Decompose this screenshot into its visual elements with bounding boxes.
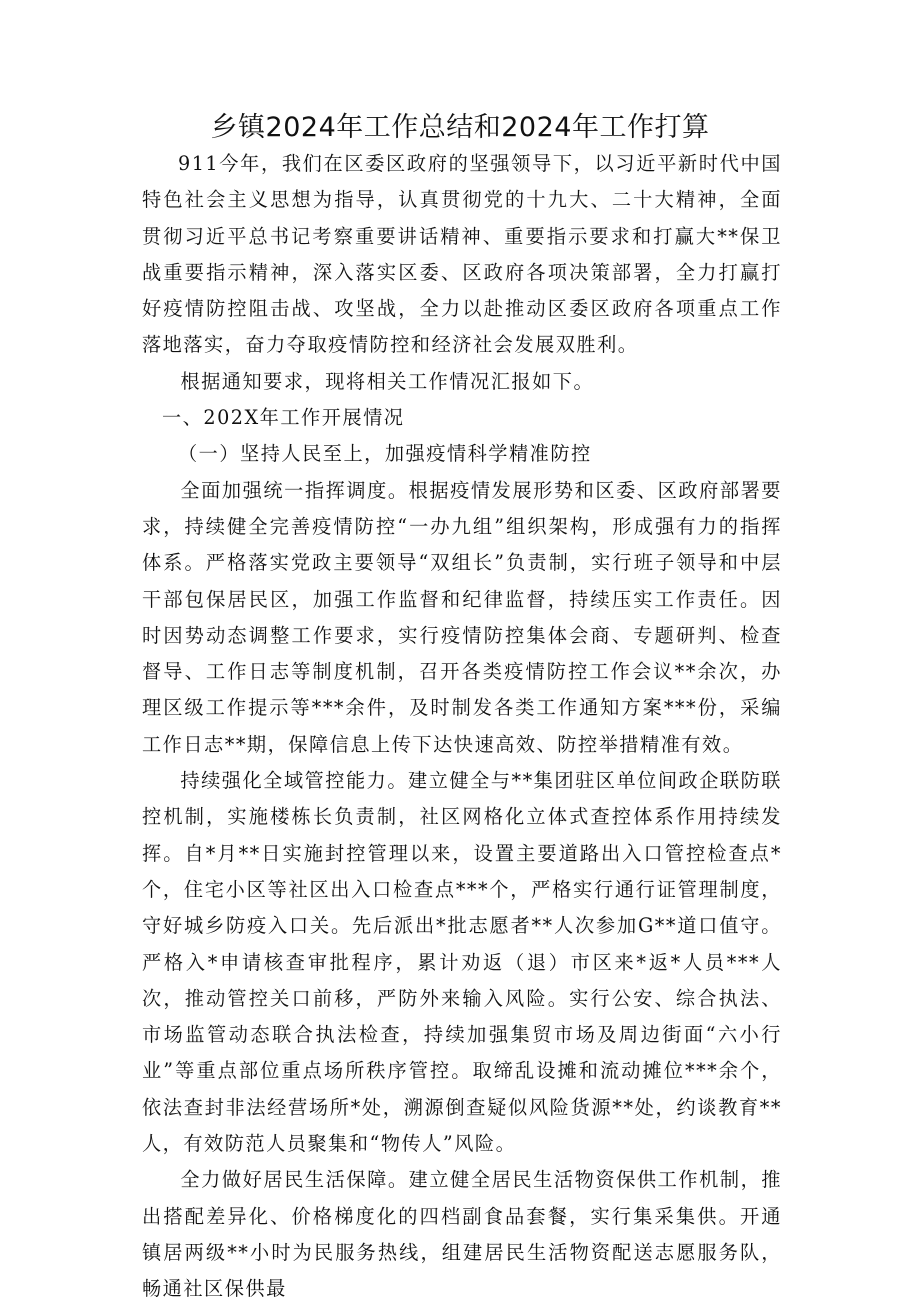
intro-paragraph: 911今年，我们在区委区政府的坚强领导下，以习近平新时代中国特色社会主义思想为指导，认真贯彻党的十九大、二十大精神，全面贯彻习近平总书记考察重要讲话精神、重要指示要求和打赢大**保卫战重要指示精神，深入落实区委、区政府各项决策部署，全力打赢打好疫情防控阻击战、攻坚战，全力以赴推动区委区政府各项重点工作落地落实，奋力夺取疫情防控和经济社会发展双胜利。 [142,152,782,357]
document-title: 乡镇2024年工作总结和2024年工作打算 [210,112,710,143]
section-heading: 一、202X年工作开展情况 [162,406,405,430]
report-intro-paragraph: 根据通知要求，现将相关工作情况汇报如下。 [180,369,595,393]
document-body [142,146,782,1308]
living-supply-paragraph: 全力做好居民生活保障。建立健全居民生活物资保供工作机制，推出搭配差异化、价格梯度化的四档副食品套餐，实行集采集供。开通镇居两级**小时为民服务热线，组建居民生活物资配送志愿服务队，畅通社区保供最 [142,1168,782,1301]
area-control-paragraph: 持续强化全域管控能力。建立健全与**集团驻区单位间政企联防联控机制，实施楼栋长负责制，社区网格化立体式查控体系作用持续发挥。自*月**日实施封控管理以来，设置主要道路出入口管控检查点*个，住宅小区等社区出入口检查点***个，严格实行通行证管理制度，守好城乡防疫入口关。先后派出*批志愿者**人次参加G**道口值守。严格入*申请核查审批程序，累计劝返（退）市区来*返*人员***人次，推动管控关口前移，严防外来输入风险。实行公安、综合执法、市场监管动态联合执法检查，持续加强集贸市场及周边街面“六小行业”等重点部位重点场所秩序管控。取缔乱设摊和流动摊位***余个，依法查封非法经营场所*处，溯源倒查疑似风险货源**处，约谈教育**人，有效防范人员聚集和“物传人”风险。 [142,769,782,1156]
subsection-heading: （一）坚持人民至上，加强疫情科学精准防控 [178,442,592,466]
command-dispatch-paragraph: 全面加强统一指挥调度。根据疫情发展形势和区委、区政府部署要求，持续健全完善疫情防控“一办九组”组织架构，形成强有力的指挥体系。严格落实党政主要领导“双组长”负责制，实行班子领导和中层干部包保居民区，加强工作监督和纪律监督，持续压实工作责任。因时因势动态调整工作要求，实行疫情防控集体会商、专题研判、检查督导、工作日志等制度机制，召开各类疫情防控工作会议**余次，办理区级工作提示等***余件，及时制发各类工作通知方案***份，采编工作日志**期，保障信息上传下达快速高效、防控举措精准有效。 [142,478,782,756]
